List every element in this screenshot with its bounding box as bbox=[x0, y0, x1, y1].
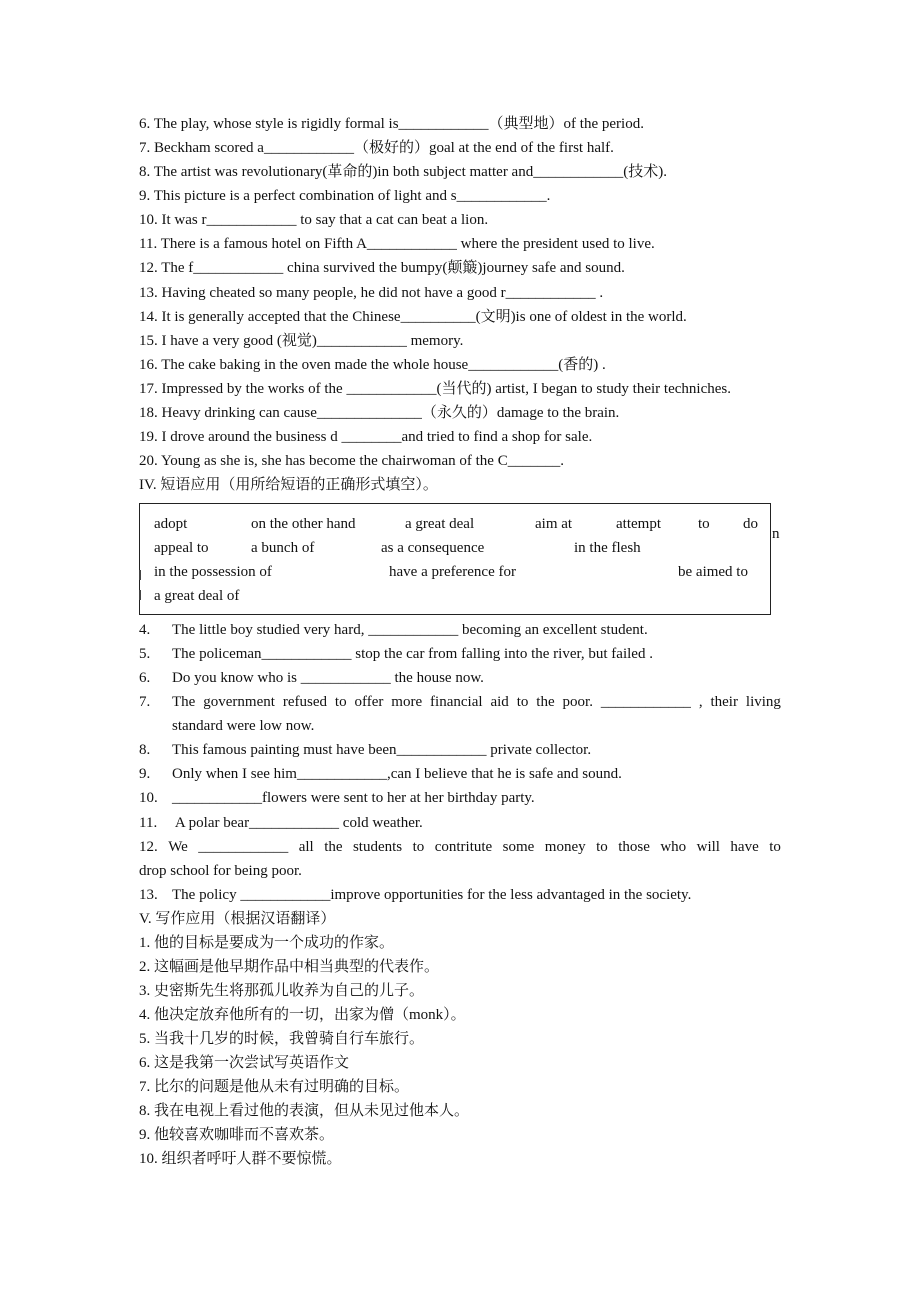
exercise-item: 5. 当我十几岁的时候，我曾骑自行车旅行。 bbox=[139, 1031, 425, 1047]
exercise-item: 9. This picture is a perfect combination of light and s____________. bbox=[139, 188, 551, 204]
exercise-item-continuation: standard were low now. bbox=[172, 718, 315, 734]
phrase: a bunch of bbox=[251, 540, 315, 556]
phrase-row bbox=[154, 538, 760, 558]
phrase: in the flesh bbox=[574, 540, 641, 556]
phrase: appeal to bbox=[154, 540, 209, 556]
phrase: on the other hand bbox=[251, 516, 356, 532]
phrase: to bbox=[698, 516, 710, 532]
exercise-item: 16. The cake baking in the oven made the whole house____________(香的) . bbox=[139, 357, 606, 373]
phrase: have a preference for bbox=[389, 564, 516, 580]
exercise-item: 7. 比尔的问题是他从未有过明确的目标。 bbox=[139, 1079, 410, 1095]
phrase-row bbox=[154, 586, 760, 606]
phrase: aim at bbox=[535, 516, 573, 532]
exercise-item: 4. The little boy studied very hard, ____________ becoming an excellent student. bbox=[139, 622, 648, 638]
exercise-item: 19. I drove around the business d ________and tried to find a shop for sale. bbox=[139, 429, 593, 445]
exercise-item: 8. 我在电视上看过他的表演，但从未见过他本人。 bbox=[139, 1103, 470, 1119]
phrase: adopt bbox=[154, 516, 188, 532]
phrase: do bbox=[743, 516, 758, 532]
phrase: a great deal bbox=[405, 516, 475, 532]
phrase: a great deal of bbox=[154, 588, 240, 604]
exercise-item: 5. The policeman____________ stop the car from falling into the river, but failed . bbox=[139, 646, 653, 662]
phrase-bank-box bbox=[139, 503, 771, 615]
exercise-item: 11. A polar bear____________ cold weather. bbox=[139, 815, 423, 831]
exercise-item: 11. There is a famous hotel on Fifth A____________ where the president used to live. bbox=[139, 236, 655, 252]
exercise-item: 8. The artist was revolutionary(革命的)in both subject matter and____________(技术). bbox=[139, 164, 667, 180]
exercise-item: 4. 他决定放弃他所有的一切，出家为僧（monk）。 bbox=[139, 1007, 466, 1023]
exercise-item: 6. Do you know who is ____________ the house now. bbox=[139, 670, 484, 686]
exercise-item: 13. The policy ____________improve opportunities for the less advantaged in the society. bbox=[139, 887, 692, 903]
exercise-item: 2. 这幅画是他早期作品中相当典型的代表作。 bbox=[139, 959, 440, 975]
exercise-item: 10. ____________flowers were sent to her at her birthday party. bbox=[139, 790, 535, 806]
exercise-item: 6. 这是我第一次尝试写英语作文 bbox=[139, 1055, 350, 1071]
exercise-item: 17. Impressed by the works of the ____________(当代的) artist, I began to study their techniches. bbox=[139, 381, 731, 397]
phrase: as a consequence bbox=[381, 540, 485, 556]
exercise-item: 15. I have a very good (视觉)____________ memory. bbox=[139, 333, 464, 349]
exercise-item: 12. The f____________ china survived the bumpy(颠簸)journey safe and sound. bbox=[139, 260, 625, 276]
exercise-item-number: 7. bbox=[139, 694, 151, 710]
exercise-item: 9. 他较喜欢咖啡而不喜欢茶。 bbox=[139, 1127, 335, 1143]
phrase-row bbox=[154, 562, 760, 582]
phrase-row bbox=[154, 514, 760, 534]
stray-character: n bbox=[772, 526, 780, 542]
exercise-item-justified-line: The government refused to offer more financial aid to the poor. ____________ , their living bbox=[172, 694, 781, 710]
phrase: in the possession of bbox=[154, 564, 272, 580]
exercise-item: 18. Heavy drinking can cause______________（永久的）damage to the brain. bbox=[139, 405, 620, 421]
exercise-item: 13. Having cheated so many people, he did not have a good r____________ . bbox=[139, 285, 604, 301]
exercise-item: 7. Beckham scored a____________（极好的）goal at the end of the first half. bbox=[139, 140, 614, 156]
exercise-item: 10. 组织者呼吁人群不要惊慌。 bbox=[139, 1151, 342, 1167]
margin-mark bbox=[139, 570, 141, 580]
exercise-item: 8. This famous painting must have been____________ private collector. bbox=[139, 742, 592, 758]
exercise-item-continuation: drop school for being poor. bbox=[139, 863, 302, 879]
phrase: be aimed to bbox=[678, 564, 748, 580]
exercise-item: 9. Only when I see him____________,can I believe that he is safe and sound. bbox=[139, 766, 622, 782]
exercise-item-justified-line: 12. We ____________ all the students to contritute some money to those who will have to bbox=[139, 839, 781, 855]
exercise-item: 3. 史密斯先生将那孤儿收养为自己的儿子。 bbox=[139, 983, 425, 999]
phrase: attempt bbox=[616, 516, 661, 532]
exercise-item: 20. Young as she is, she has become the chairwoman of the C_______. bbox=[139, 453, 564, 469]
section-heading-phrases: IV. 短语应用（用所给短语的正确形式填空）。 bbox=[139, 477, 438, 493]
exercise-item: 6. The play, whose style is rigidly formal is____________（典型地）of the period. bbox=[139, 116, 644, 132]
exercise-item: 1. 他的目标是要成为一个成功的作家。 bbox=[139, 935, 395, 951]
exercise-item: 14. It is generally accepted that the Chinese__________(文明)is one of oldest in the world. bbox=[139, 309, 687, 325]
section-heading-writing: V. 写作应用（根据汉语翻译） bbox=[139, 911, 336, 927]
exercise-item: 10. It was r____________ to say that a cat can beat a lion. bbox=[139, 212, 489, 228]
margin-mark bbox=[139, 590, 141, 600]
